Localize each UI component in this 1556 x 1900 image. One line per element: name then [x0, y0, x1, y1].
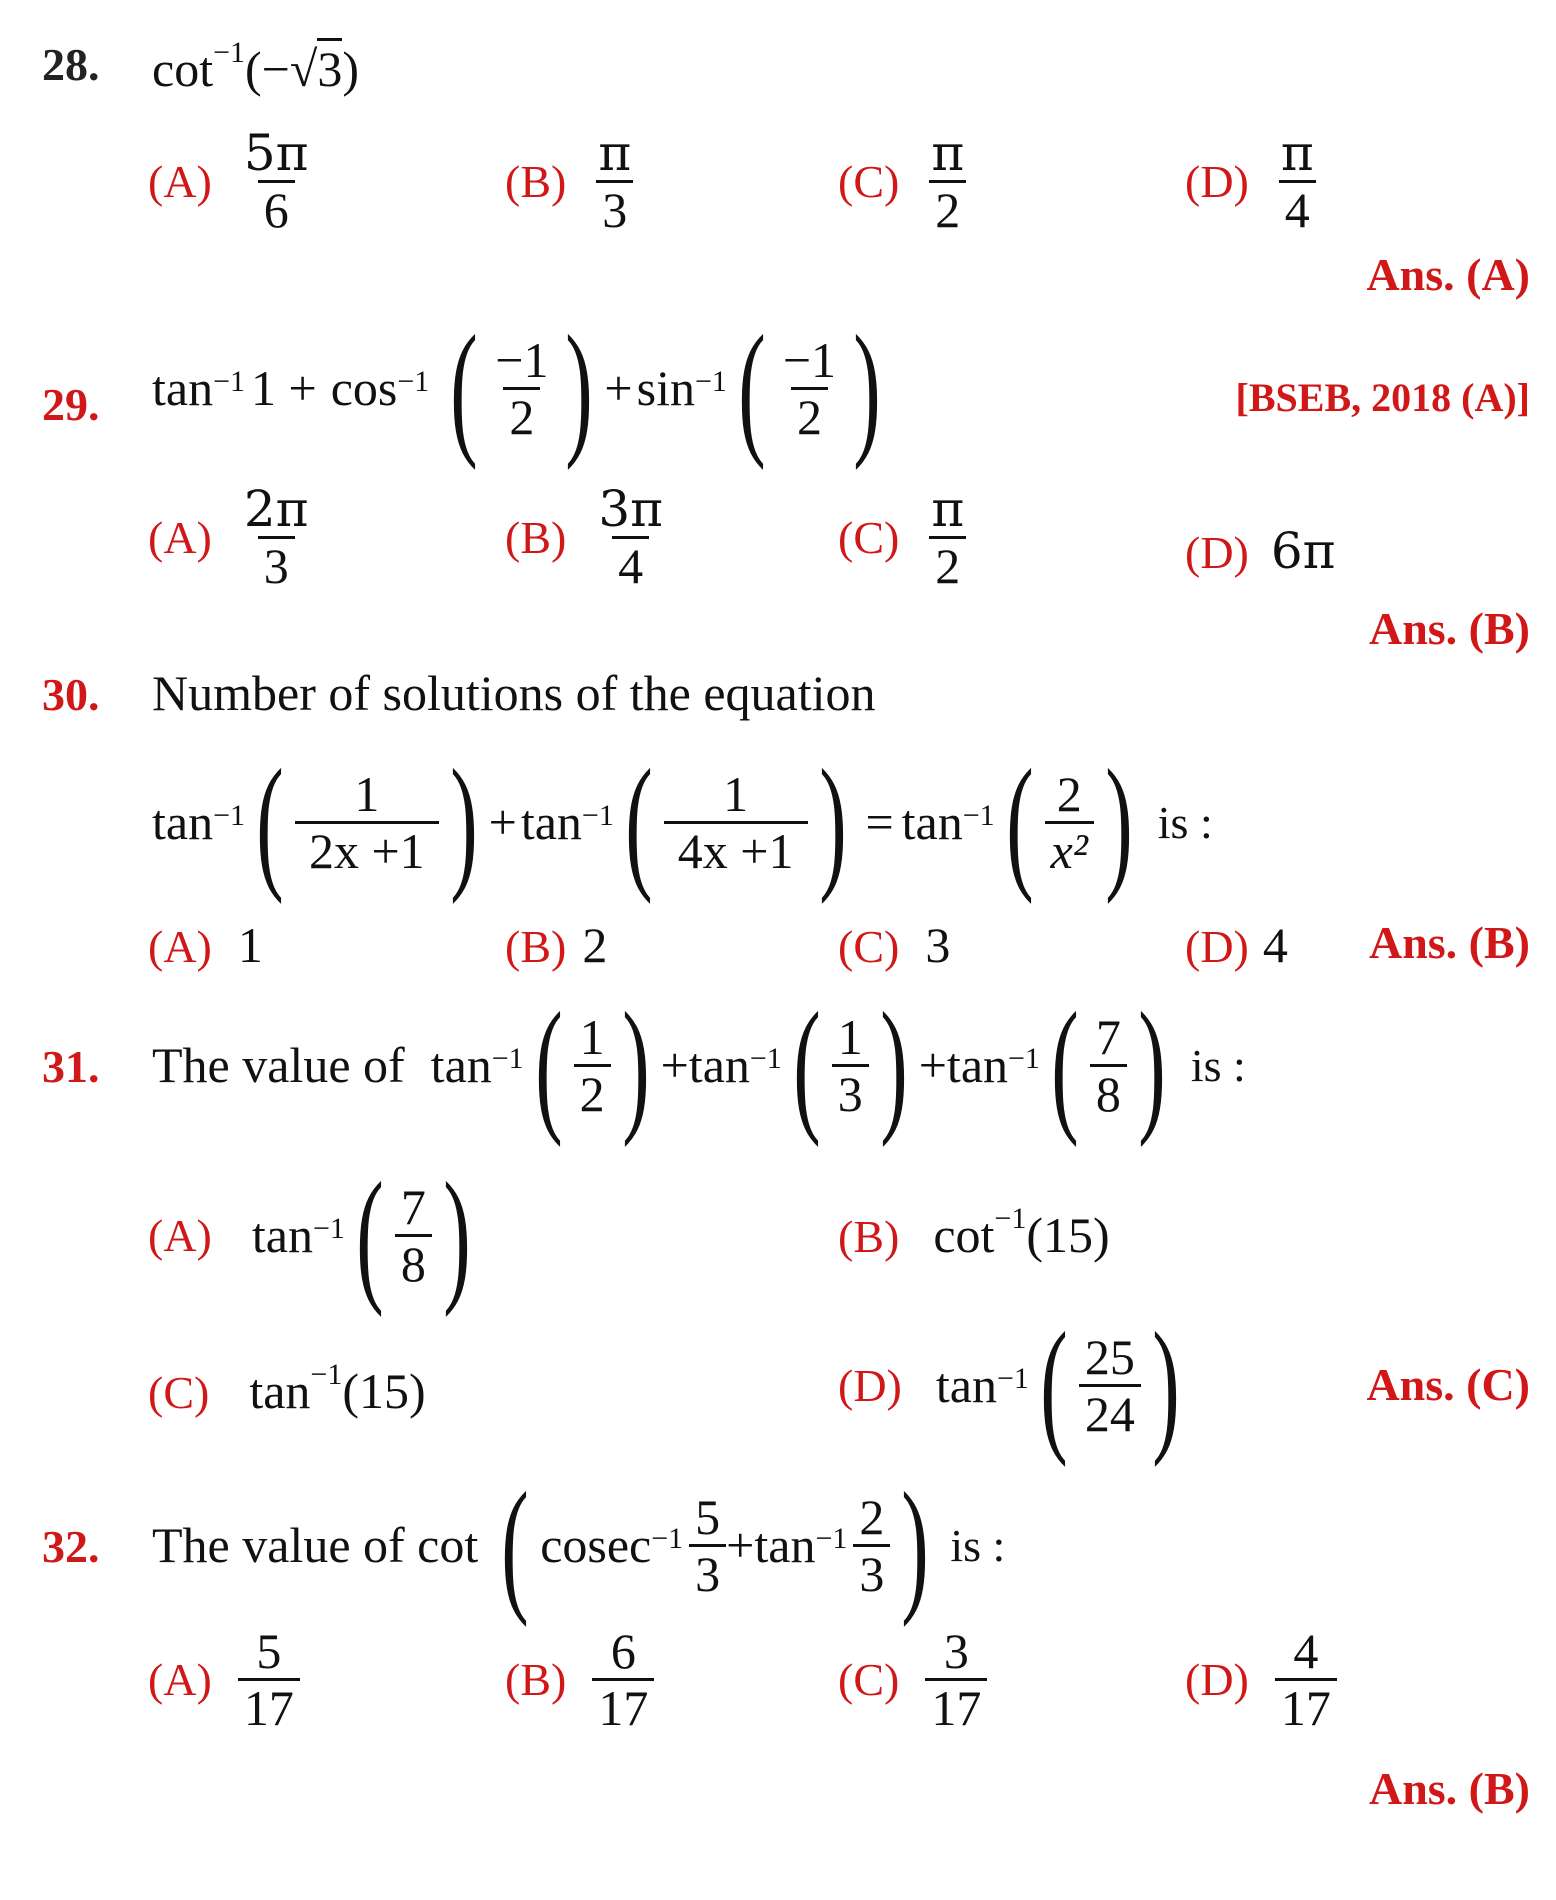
option-a[interactable]: [148, 916, 263, 974]
option-value: 1: [237, 917, 263, 973]
fraction: [489, 333, 554, 444]
option-c[interactable]: [148, 1358, 426, 1420]
numerator: 5: [256, 1623, 282, 1679]
numerator: 1: [579, 1008, 605, 1065]
denominator: 2: [574, 1064, 611, 1121]
answer-key: Ans. (C): [1366, 1359, 1530, 1410]
function-name: tan: [251, 1207, 313, 1263]
fraction: [295, 767, 439, 878]
denominator: 2: [503, 387, 540, 444]
exponent: −1: [213, 36, 246, 70]
function-name: cot: [933, 1207, 995, 1263]
question-stem: [152, 982, 1246, 1148]
numerator: 3: [943, 1623, 969, 1679]
fraction: [853, 1490, 890, 1601]
exponent: −1: [491, 1042, 524, 1075]
plus-sign: +: [918, 1037, 947, 1093]
option-label: (A): [148, 156, 212, 207]
numerator: 1: [837, 1008, 863, 1065]
exponent: −1: [213, 365, 246, 398]
option-value: 3: [925, 917, 951, 973]
denominator: 8: [395, 1234, 432, 1291]
numerator: 2π: [243, 480, 309, 538]
denominator: 3: [832, 1064, 869, 1121]
numerator: 5π: [243, 124, 309, 182]
question-text: The value of: [152, 1037, 405, 1093]
exponent: −1: [651, 1522, 684, 1555]
fraction: [1079, 1330, 1141, 1441]
question-number: 29.: [42, 379, 100, 430]
option-d[interactable]: [838, 1302, 1191, 1468]
argument: (15): [1026, 1207, 1110, 1263]
exponent: −1: [310, 1358, 343, 1392]
option-fraction: [1275, 126, 1320, 237]
option-fraction: [238, 482, 315, 593]
numerator: 3π: [598, 480, 664, 538]
fraction: [1045, 767, 1094, 878]
option-label: (D): [1185, 921, 1249, 972]
option-label: (C): [838, 1654, 900, 1705]
option-d[interactable]: [1185, 522, 1336, 580]
denominator: 17: [592, 1678, 654, 1735]
option-value: 4: [1262, 917, 1288, 973]
radicand: 3: [317, 38, 342, 97]
option-fraction: [925, 126, 970, 237]
question-number: 31.: [42, 1041, 100, 1092]
numerator: 7: [400, 1178, 426, 1235]
equals-sign: =: [865, 794, 894, 850]
exponent: −1: [996, 1362, 1029, 1395]
option-value: 6π: [1270, 522, 1336, 580]
parenthesized-fraction: ( $\frac{7}{8}$ ): [356, 1152, 471, 1318]
argument-open: (−: [245, 41, 290, 97]
option-label: (B): [505, 921, 567, 972]
question-stem: [152, 1462, 1006, 1628]
denominator: 17: [925, 1678, 987, 1735]
option-c[interactable]: [838, 916, 950, 974]
denominator: 3: [258, 536, 295, 593]
sqrt-sign: √: [289, 41, 318, 97]
plus-sign: +: [660, 1037, 689, 1093]
parenthesized-fraction: ( $\frac{1}{2}$ ): [534, 982, 650, 1148]
exponent: −1: [581, 799, 614, 832]
option-fraction: [925, 482, 970, 593]
function-name: cos: [330, 360, 398, 416]
numerator: 1: [723, 765, 749, 822]
option-label: (D): [1185, 527, 1249, 578]
option-fraction: [592, 126, 637, 237]
option-label: (C): [148, 1367, 210, 1418]
function-name: tan: [520, 794, 582, 850]
equation-tail: is :: [950, 1519, 1006, 1571]
function-name: tan: [249, 1363, 311, 1419]
function-name: tan: [152, 794, 214, 850]
fraction: [689, 1490, 726, 1601]
plus-sign: +: [488, 794, 517, 850]
argument: (15): [342, 1363, 426, 1419]
denominator: x²: [1045, 821, 1094, 878]
fraction: [664, 767, 808, 878]
denominator: 4x +1: [664, 821, 808, 878]
question-text: Number of solutions of the equation: [152, 665, 876, 721]
question-stem: [152, 305, 892, 471]
option-label: (C): [838, 156, 900, 207]
exponent: −1: [312, 1212, 345, 1245]
function-name: tan: [935, 1357, 997, 1413]
exponent: −1: [1008, 1042, 1040, 1075]
fraction: [832, 1010, 869, 1121]
option-c[interactable]: [838, 126, 970, 237]
denominator: 8: [1090, 1064, 1127, 1121]
option-d[interactable]: [1185, 916, 1288, 974]
exponent: −1: [397, 365, 430, 398]
option-d[interactable]: [1185, 1624, 1337, 1735]
denominator: 2: [929, 180, 966, 237]
option-label: (A): [148, 512, 212, 563]
numerator: −1: [782, 331, 837, 388]
option-fraction: [238, 1624, 300, 1735]
answer-key: Ans. (B): [1368, 917, 1530, 968]
argument: 1 +: [251, 360, 317, 416]
argument-close: ): [342, 41, 359, 97]
fraction: [1090, 1010, 1127, 1121]
equation-tail: is :: [1157, 796, 1213, 848]
answer-key: Ans. (B): [1368, 603, 1530, 654]
exponent: −1: [694, 365, 727, 398]
denominator: 4: [1279, 180, 1316, 237]
option-label: (B): [505, 156, 567, 207]
parenthesized-fraction: ( $\frac{-1}{2}$ ): [450, 305, 594, 471]
numerator: π: [598, 124, 632, 182]
plus-sign: +: [604, 360, 633, 416]
denominator: 3: [689, 1544, 726, 1601]
option-b[interactable]: [505, 1624, 654, 1735]
equation-tail: is :: [1190, 1039, 1246, 1091]
numerator: 25: [1084, 1328, 1135, 1385]
option-label: (C): [838, 512, 900, 563]
option-label: (B): [505, 1654, 567, 1705]
function-name: tan: [152, 360, 214, 416]
parenthesized-fraction: ( $\frac{25}{24}$ ): [1040, 1302, 1180, 1468]
option-label: (A): [148, 921, 212, 972]
option-a[interactable]: [148, 482, 315, 593]
function-name: cot: [152, 41, 214, 97]
denominator: 17: [1275, 1678, 1337, 1735]
exponent: −1: [962, 799, 995, 832]
option-fraction: [925, 1624, 987, 1735]
numerator: 1: [354, 765, 380, 822]
option-label: (D): [838, 1359, 902, 1411]
option-fraction: [592, 1624, 654, 1735]
source-tag: [BSEB, 2018 (A)]: [1235, 375, 1530, 420]
option-label: (A): [148, 1209, 212, 1261]
question-stem: [152, 36, 359, 98]
option-a[interactable]: [148, 1152, 482, 1318]
parenthesized-fraction: ( $\frac{1}{3}$ ): [793, 982, 908, 1148]
option-b[interactable]: [505, 916, 607, 974]
denominator: 2: [791, 387, 828, 444]
denominator: 6: [258, 180, 295, 237]
answer-key: Ans. (B): [1368, 1763, 1530, 1814]
numerator: 2: [1056, 765, 1082, 822]
option-label: (D): [1185, 156, 1249, 207]
question-number: 32.: [42, 1521, 100, 1572]
option-a[interactable]: [148, 1624, 300, 1735]
denominator: 24: [1079, 1384, 1141, 1441]
numerator: −1: [495, 331, 549, 388]
option-b[interactable]: [838, 1202, 1110, 1264]
option-label: (C): [838, 921, 900, 972]
question-text: The value of cot: [152, 1517, 479, 1573]
denominator: 2: [929, 536, 966, 593]
parenthesized-fraction: ( $\frac{1}{4x +1}$ ): [625, 739, 847, 905]
option-c[interactable]: [838, 1624, 987, 1735]
question-equation: [152, 739, 1213, 905]
question-number: 28.: [42, 39, 100, 90]
exponent: −1: [994, 1202, 1027, 1236]
option-value: 2: [582, 917, 608, 973]
exponent: −1: [815, 1522, 848, 1555]
function-name: tan: [901, 794, 963, 850]
option-label: (B): [505, 512, 567, 563]
function-name: sin: [636, 360, 695, 416]
function-name: tan: [688, 1037, 750, 1093]
option-a[interactable]: [148, 126, 315, 237]
numerator: π: [931, 124, 965, 182]
fraction: [574, 1010, 611, 1121]
denominator: 4: [612, 536, 649, 593]
numerator: 5: [695, 1488, 721, 1545]
question-number: 30.: [42, 669, 100, 720]
denominator: 17: [238, 1678, 300, 1735]
option-fraction: [1275, 1624, 1337, 1735]
bracketed-expression: ( cosec $^{-1}$ $\frac{5}{3}$ + tan $^{-1}$ $\frac{2}{3}$ ): [501, 1462, 930, 1628]
option-label: (D): [1185, 1654, 1249, 1705]
option-b[interactable]: [505, 482, 669, 593]
numerator: 2: [859, 1488, 885, 1545]
numerator: 4: [1293, 1623, 1319, 1679]
numerator: 7: [1095, 1008, 1121, 1065]
option-c[interactable]: [838, 482, 970, 593]
parenthesized-fraction: ( $\frac{1}{2x +1}$ ): [256, 739, 478, 905]
exponent: −1: [213, 799, 246, 832]
fraction: [395, 1180, 432, 1291]
parenthesized-fraction: ( $\frac{-1}{2}$ ): [738, 305, 881, 471]
option-label: (B): [838, 1211, 900, 1262]
function-name: tan: [430, 1037, 492, 1093]
parenthesized-fraction: ( $\frac{2}{\text{x²}}$ ): [1005, 739, 1133, 905]
option-label: (A): [148, 1654, 212, 1705]
option-fraction: [592, 482, 669, 593]
function-name: tan: [754, 1517, 816, 1573]
parenthesized-fraction: ( $\frac{7}{8}$ ): [1051, 982, 1166, 1148]
plus-sign: +: [726, 1517, 755, 1573]
denominator: 2x +1: [295, 821, 439, 878]
answer-key: Ans. (A): [1366, 249, 1530, 300]
exponent: −1: [749, 1042, 782, 1075]
function-name: tan: [946, 1037, 1009, 1093]
denominator: 3: [853, 1544, 890, 1601]
numerator: 6: [610, 1623, 636, 1679]
function-name: cosec: [540, 1517, 652, 1573]
numerator: π: [931, 480, 965, 538]
option-b[interactable]: [505, 126, 637, 237]
option-d[interactable]: [1185, 126, 1320, 237]
numerator: π: [1280, 124, 1314, 182]
option-fraction: [238, 126, 315, 237]
fraction: [777, 333, 842, 444]
denominator: 3: [596, 180, 633, 237]
